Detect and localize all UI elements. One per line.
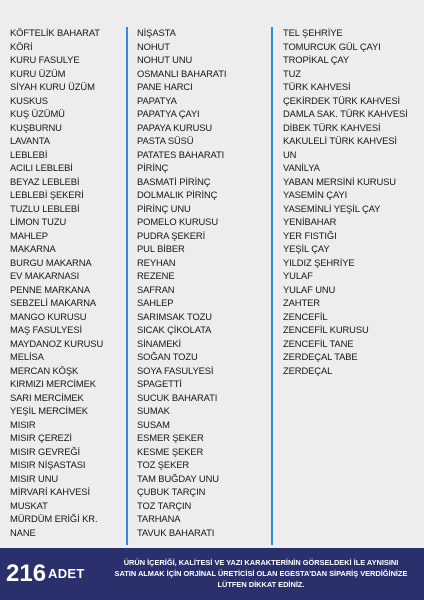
product-count-unit: ADET (48, 566, 85, 581)
product-item: KÖFTELİK BAHARAT (10, 27, 100, 38)
product-item: PAPATYA (137, 94, 177, 106)
product-item: ACILI LEBLEBİ (10, 162, 73, 173)
product-item: MISIR NİŞASTASI (10, 459, 86, 470)
column-divider (126, 27, 128, 545)
product-item: SAHLEP (137, 297, 174, 308)
product-column-1 (10, 26, 126, 539)
product-item: TARHANA (137, 513, 181, 524)
product-item: MUSKAT (10, 499, 48, 511)
product-item: NİŞASTA (137, 27, 176, 38)
product-item: YULAF UNU (283, 283, 336, 295)
product-item: SUCUK BAHARATI (137, 391, 218, 403)
product-item: YULAF (283, 270, 313, 281)
product-item: MANGO KURUSU (10, 310, 87, 322)
product-item: TUZ (283, 67, 301, 79)
product-item: MISIR GEVREĞİ (10, 445, 81, 457)
product-item: PUDRA ŞEKERİ (137, 229, 206, 241)
product-item: KÖRİ (10, 40, 33, 52)
disclaimer-line: SATIN ALMAK İÇİN ORJİNAL ÜRETİCİSİ OLAN EGESTA'DAN SİPARİŞ VERDİĞİNİZE (114, 569, 408, 578)
product-item: OSMANLI BAHARATI (137, 67, 227, 79)
product-count: 216 (6, 560, 47, 587)
product-item: SUMAK (137, 405, 170, 416)
product-item: PATATES BAHARATI (137, 148, 225, 160)
product-item: KAKULELİ TÜRK KAHVESİ (283, 135, 397, 146)
product-item: TEL ŞEHRİYE (283, 27, 343, 38)
footer-banner (0, 548, 424, 600)
product-item: SICAK ÇİKOLATA (137, 324, 212, 335)
product-item: PASTA SÜSÜ (137, 135, 194, 146)
product-item: PANE HARCI (137, 81, 193, 92)
disclaimer-line: ÜRÜN İÇERİĞİ, KALİTESİ VE YAZI KARAKTERİNİN GÖRSELDEKİ İLE AYNISINI (123, 558, 399, 567)
product-item: TÜRK KAHVESİ (283, 81, 351, 92)
product-item: ZENCEFİL KURUSU (283, 324, 369, 335)
product-item: DAMLA SAK. TÜRK KAHVESİ (283, 108, 408, 119)
product-item: ÇEKİRDEK TÜRK KAHVESİ (283, 94, 401, 106)
product-item: BURGU MAKARNA (10, 256, 92, 268)
product-item: LEBLEBİ ŞEKERİ (10, 189, 84, 200)
product-item: MİRVARİ KAHVESİ (10, 486, 90, 497)
product-item: ZAHTER (283, 297, 320, 308)
product-item: ESMER ŞEKER (137, 432, 204, 443)
product-item: TAVUK BAHARATI (137, 526, 215, 538)
product-count-badge (6, 557, 85, 591)
product-column-2 (137, 26, 269, 539)
product-item: PAPATYA ÇAYI (137, 108, 200, 119)
product-item: BASMATİ PİRİNÇ (137, 175, 211, 187)
product-item: MELİSA (10, 351, 44, 362)
product-item: LİMON TUZU (10, 216, 67, 227)
product-item: ÇUBUK TARÇIN (137, 486, 206, 497)
product-item: YILDIZ ŞEHRİYE (283, 256, 355, 268)
product-item: SUSAM (137, 418, 170, 430)
product-item: SAFRAN (137, 283, 175, 295)
product-item: YASEMİN ÇAYI (283, 189, 348, 200)
product-item: SARIMSAK TOZU (137, 310, 212, 322)
product-item: LEBLEBİ (10, 148, 48, 160)
product-item: TROPİKAL ÇAY (283, 54, 350, 65)
product-item: NOHUT UNU (137, 54, 193, 65)
product-item: DİBEK TÜRK KAHVESİ (283, 121, 381, 133)
product-item: KESME ŞEKER (137, 445, 204, 457)
product-item: KIRMIZI MERCİMEK (10, 378, 96, 389)
disclaimer-line: LÜTFEN DİKKAT EDİNİZ. (217, 580, 305, 589)
product-item: MAHLEP (10, 229, 48, 241)
product-item: PİRİNÇ (137, 162, 169, 173)
product-item: POMELO KURUSU (137, 216, 219, 227)
product-item: REZENE (137, 270, 175, 281)
product-item: SPAGETTİ (137, 378, 182, 389)
product-item: MISIR (10, 418, 36, 430)
product-item: NANE (10, 526, 36, 538)
product-item: KUŞBURNU (10, 121, 62, 133)
product-item: TUZLU LEBLEBİ (10, 202, 80, 214)
product-item: PAPAYA KURUSU (137, 121, 213, 133)
product-item: SOĞAN TOZU (137, 351, 198, 362)
product-item: BEYAZ LEBLEBİ (10, 175, 80, 187)
product-item: PENNE MARKANA (10, 283, 90, 295)
product-item: DOLMALIK PİRİNÇ (137, 189, 218, 200)
product-item: KURU ÜZÜM (10, 67, 66, 79)
product-item: SİNAMEKİ (137, 337, 182, 349)
product-item: YEŞİL MERCİMEK (10, 405, 88, 416)
disclaimer-notice (100, 557, 422, 590)
product-item: ZENCEFİL TANE (283, 337, 354, 349)
product-item: ZERDEÇAL (283, 364, 333, 376)
product-item: PUL BİBER (137, 243, 185, 254)
product-item: MERCAN KÖŞK (10, 364, 79, 376)
product-item: TAM BUĞDAY UNU (137, 472, 219, 484)
product-item: YABAN MERSİNİ KURUSU (283, 175, 396, 187)
product-item: SOYA FASULYESİ (137, 364, 214, 376)
product-item: LAVANTA (10, 135, 50, 146)
product-item: NOHUT (137, 40, 170, 52)
product-item: MISIR UNU (10, 472, 59, 484)
product-item: MAYDANOZ KURUSU (10, 337, 104, 349)
product-item: MISIR ÇEREZİ (10, 432, 72, 443)
column-divider (271, 27, 273, 545)
product-item: REYHAN (137, 256, 176, 268)
product-item: TOZ TARÇIN (137, 499, 192, 511)
product-item: YEŞİL ÇAY (283, 243, 330, 254)
product-item: SEBZELİ MAKARNA (10, 297, 97, 308)
product-item: KUSKUS (10, 94, 48, 106)
product-item: PİRİNÇ UNU (137, 202, 191, 214)
product-item: YER FISTIĞI (283, 229, 337, 241)
product-item: ZENCEFİL (283, 310, 328, 322)
product-item: SARI MERCİMEK (10, 391, 84, 403)
product-item: TOMURCUK GÜL ÇAYI (283, 40, 381, 52)
product-item: VANİLYA (283, 162, 320, 173)
product-item: EV MAKARNASI (10, 270, 80, 281)
product-item: TOZ ŞEKER (137, 459, 190, 470)
product-item: SİYAH KURU ÜZÜM (10, 81, 95, 92)
product-item: KURU FASULYE (10, 54, 80, 65)
product-item: YENİBAHAR (283, 216, 337, 227)
product-item: MÜRDÜM ERİĞİ KR. (10, 513, 98, 524)
product-item: MAKARNA (10, 243, 56, 254)
product-item: KUŞ ÜZÜMÜ (10, 108, 65, 119)
product-item: UN (283, 148, 297, 160)
product-item: YASEMİNLİ YEŞİL ÇAY (283, 202, 381, 214)
product-column-3 (283, 26, 419, 377)
product-item: ZERDEÇAL TABE (283, 351, 358, 362)
product-item: MAŞ FASULYESİ (10, 324, 82, 335)
